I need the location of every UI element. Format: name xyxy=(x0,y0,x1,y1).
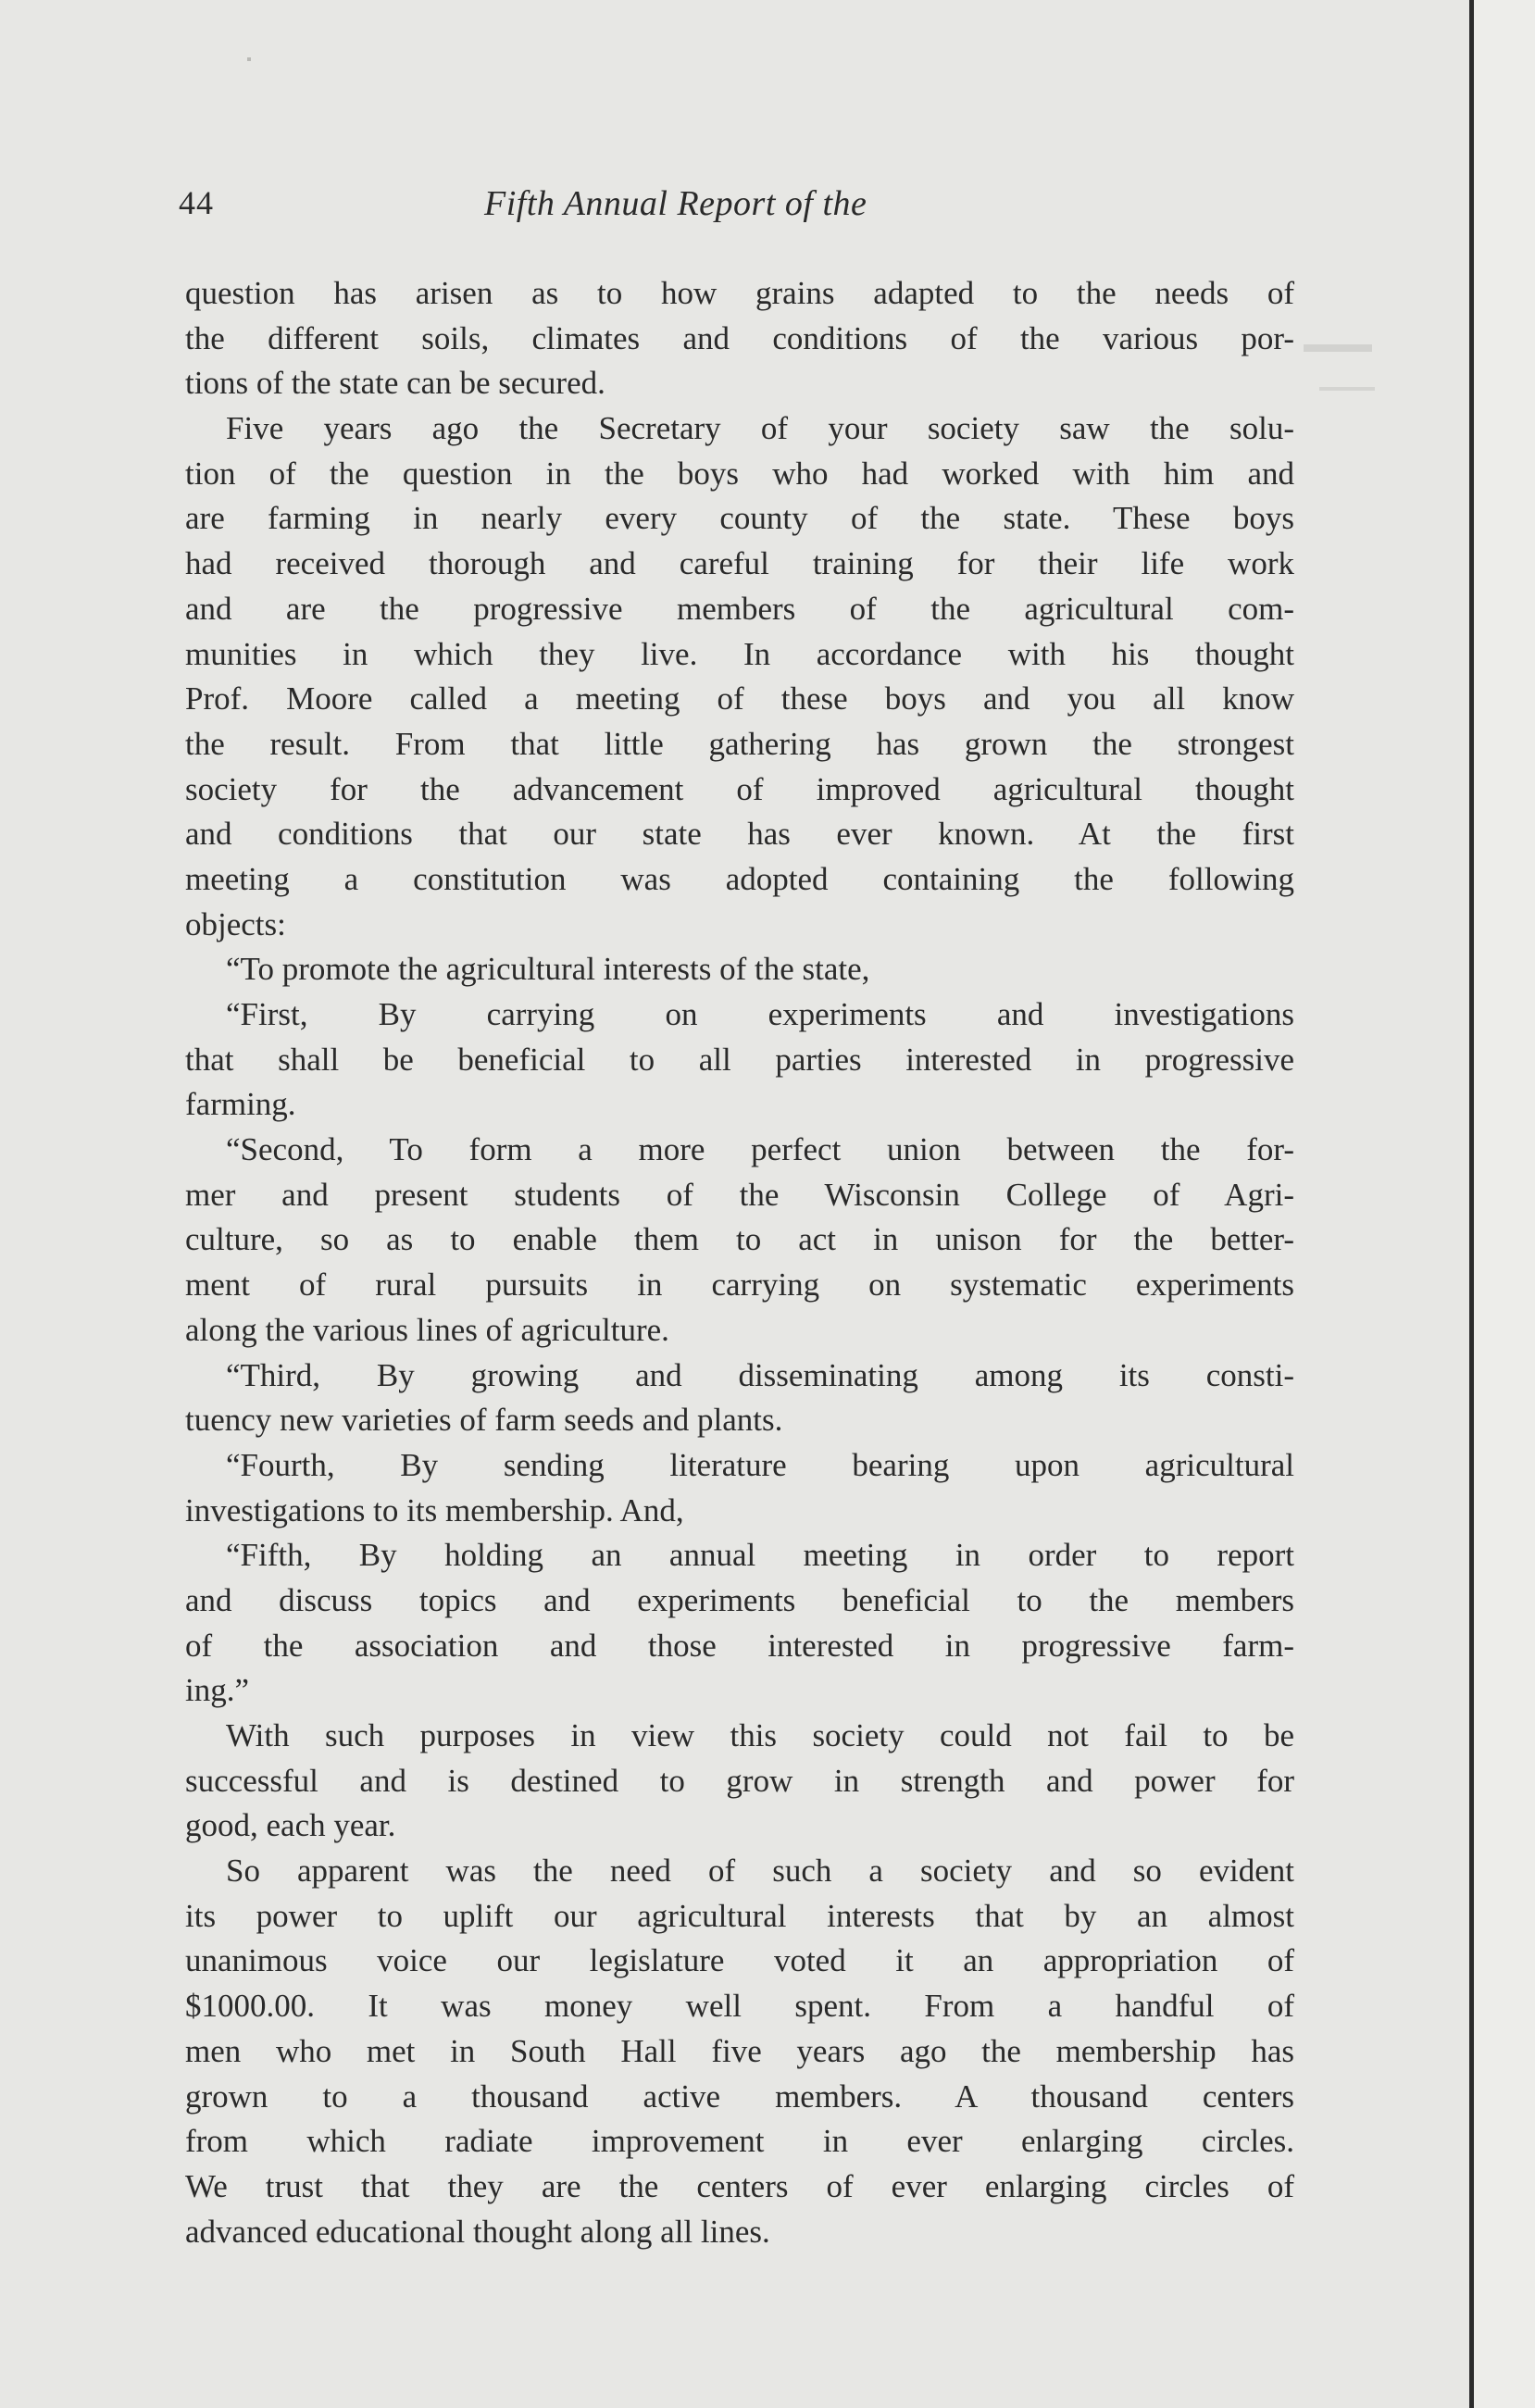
text-line: investigations to its membership. And, xyxy=(185,1491,684,1528)
text-line: of the association and those interested in progressive farm- xyxy=(185,1627,1294,1664)
text-line: farming. xyxy=(185,1086,296,1123)
body-text xyxy=(185,271,1294,2254)
binding-edge-line xyxy=(1469,0,1474,2408)
text-line: successful and is destined to grow in strength and power for xyxy=(185,1762,1294,1799)
text-line: objects: xyxy=(185,905,286,942)
text-line: ing.” xyxy=(185,1672,250,1709)
text-line: ment of rural pursuits in carrying on systematic experiments xyxy=(185,1266,1294,1304)
text-line: “Fifth, By holding an annual meeting in order to report xyxy=(226,1537,1294,1574)
text-line: tion of the question in the boys who had worked with him and xyxy=(185,455,1294,492)
page-margin-edge xyxy=(1474,0,1535,2408)
text-line: the different soils, climates and conditions of the various por- xyxy=(185,319,1294,356)
text-line: unanimous voice our legislature voted it an appropriation of xyxy=(185,1942,1294,1979)
text-line: Prof. Moore called a meeting of these boys and you all know xyxy=(185,680,1294,717)
page-number: 44 xyxy=(179,184,214,221)
text-line: question has arisen as to how grains adapted to the needs of xyxy=(185,275,1294,311)
text-line: that shall be beneficial to all parties interested in progressive xyxy=(185,1041,1294,1078)
text-line: We trust that they are the centers of ever enlarging circles of xyxy=(185,2167,1294,2204)
text-line: society for the advancement of improved agricultural thought xyxy=(185,770,1294,807)
text-line: grown to a thousand active members. A thousand centers xyxy=(185,2077,1294,2115)
text-line: “First, By carrying on experiments and investigations xyxy=(226,996,1294,1032)
text-line: from which radiate improvement in ever enlarging circles. xyxy=(185,2123,1294,2160)
text-line: had received thorough and careful training for their life work xyxy=(185,545,1294,582)
ink-smudge xyxy=(1319,387,1375,391)
text-line: and are the progressive members of the agricultural com- xyxy=(185,590,1294,627)
text-line: culture, so as to enable them to act in unison for the better- xyxy=(185,1221,1294,1258)
text-line: “Fourth, By sending literature bearing upon agricultural xyxy=(226,1446,1294,1483)
ink-smudge xyxy=(1304,344,1372,352)
page-header xyxy=(179,183,1294,231)
text-line: munities in which they live. In accordance with his thought xyxy=(185,635,1294,672)
text-line: tuency new varieties of farm seeds and plants. xyxy=(185,1402,783,1439)
text-line: and conditions that our state has ever known. At the first xyxy=(185,816,1294,853)
text-line: “To promote the agricultural interests of the state, xyxy=(226,951,870,988)
running-head: Fifth Annual Report of the xyxy=(484,184,867,223)
text-line: meeting a constitution was adopted containing the following xyxy=(185,860,1294,897)
text-line: “Second, To form a more perfect union between the for- xyxy=(226,1131,1294,1168)
text-line: mer and present students of the Wisconsin College of Agri- xyxy=(185,1176,1294,1213)
text-line: “Third, By growing and disseminating among its consti- xyxy=(226,1356,1294,1393)
text-line: So apparent was the need of such a society and so evident xyxy=(226,1853,1294,1890)
text-line: men who met in South Hall five years ago the membership has xyxy=(185,2032,1294,2069)
text-line: With such purposes in view this society could not fail to be xyxy=(226,1717,1294,1753)
text-line: the result. From that little gathering has grown the strongest xyxy=(185,725,1294,762)
text-line: along the various lines of agriculture. xyxy=(185,1311,669,1348)
text-line: $1000.00. It was money well spent. From a handful of xyxy=(185,1988,1294,2025)
text-line: advanced educational thought along all lines. xyxy=(185,2213,770,2250)
text-line: good, each year. xyxy=(185,1807,396,1844)
text-line: its power to uplift our agricultural interests that by an almost xyxy=(185,1897,1294,1934)
text-line: are farming in nearly every county of the state. These boys xyxy=(185,500,1294,537)
text-line: and discuss topics and experiments beneficial to the members xyxy=(185,1581,1294,1618)
dust-speck xyxy=(247,57,251,61)
text-line: Five years ago the Secretary of your society saw the solu- xyxy=(226,410,1294,447)
text-line: tions of the state can be secured. xyxy=(185,365,605,402)
